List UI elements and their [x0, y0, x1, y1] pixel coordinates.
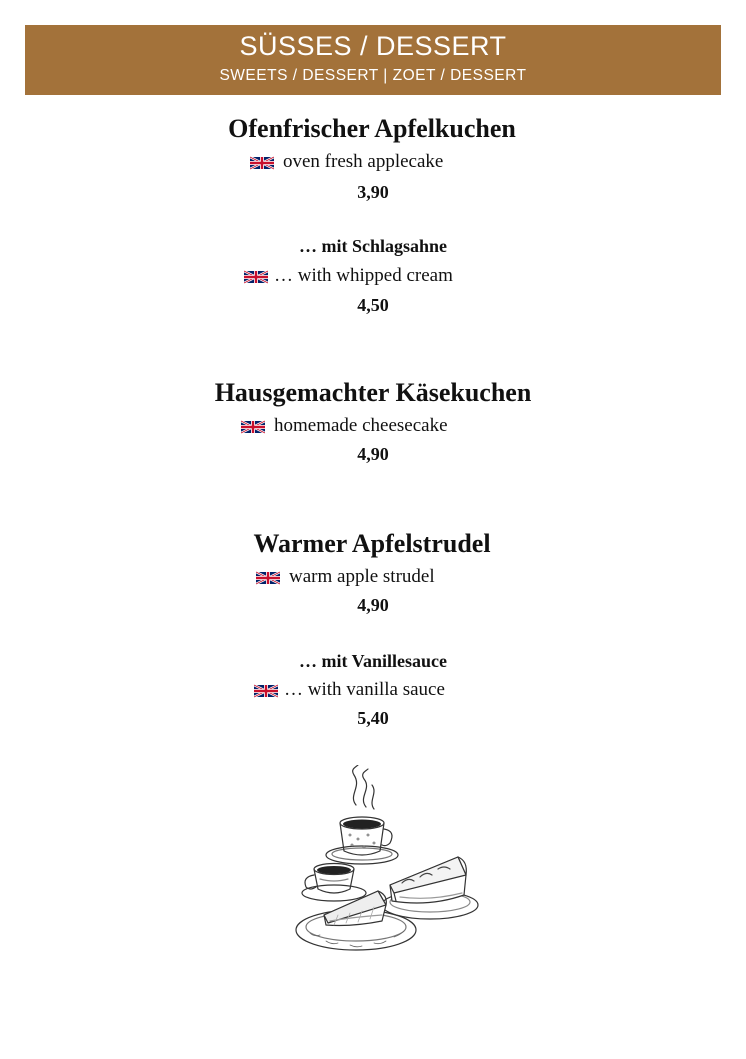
uk-flag-icon: [250, 156, 274, 170]
item-extra-english: … with whipped cream: [274, 265, 453, 286]
item-extra-english: … with vanilla sauce: [284, 679, 445, 700]
item-english: warm apple strudel: [289, 566, 435, 587]
item-extra-english-line: [244, 265, 453, 287]
item-title: Warmer Apfelstrudel: [253, 529, 491, 558]
section-title: SÜSSES / DESSERT: [239, 31, 507, 61]
uk-flag-icon: [256, 571, 280, 585]
item-english-line: [256, 566, 435, 588]
uk-flag-icon: [254, 684, 278, 698]
coffee-and-cake-illustration: [290, 765, 490, 960]
item-english-line: [250, 151, 443, 173]
item-english: oven fresh applecake: [283, 151, 444, 172]
menu-header: [25, 25, 721, 95]
item-extra-title: … mit Vanillesauce: [298, 651, 448, 671]
item-title: Hausgemachter Käsekuchen: [214, 378, 532, 407]
item-extra-price: 4,50: [357, 295, 389, 315]
item-price: 4,90: [357, 444, 389, 464]
section-subtitle: SWEETS / DESSERT | ZOET / DESSERT: [219, 67, 527, 84]
item-extra-title: … mit Schlagsahne: [298, 236, 448, 256]
item-extra-english-line: [254, 679, 445, 701]
item-price: 3,90: [357, 182, 389, 202]
uk-flag-icon: [244, 270, 268, 284]
item-price: 4,90: [357, 595, 389, 615]
item-english-line: [241, 415, 448, 437]
item-title: Ofenfrischer Apfelkuchen: [228, 114, 516, 143]
item-english: homemade cheesecake: [274, 415, 448, 436]
item-extra-price: 5,40: [357, 708, 389, 728]
uk-flag-icon: [241, 420, 265, 434]
